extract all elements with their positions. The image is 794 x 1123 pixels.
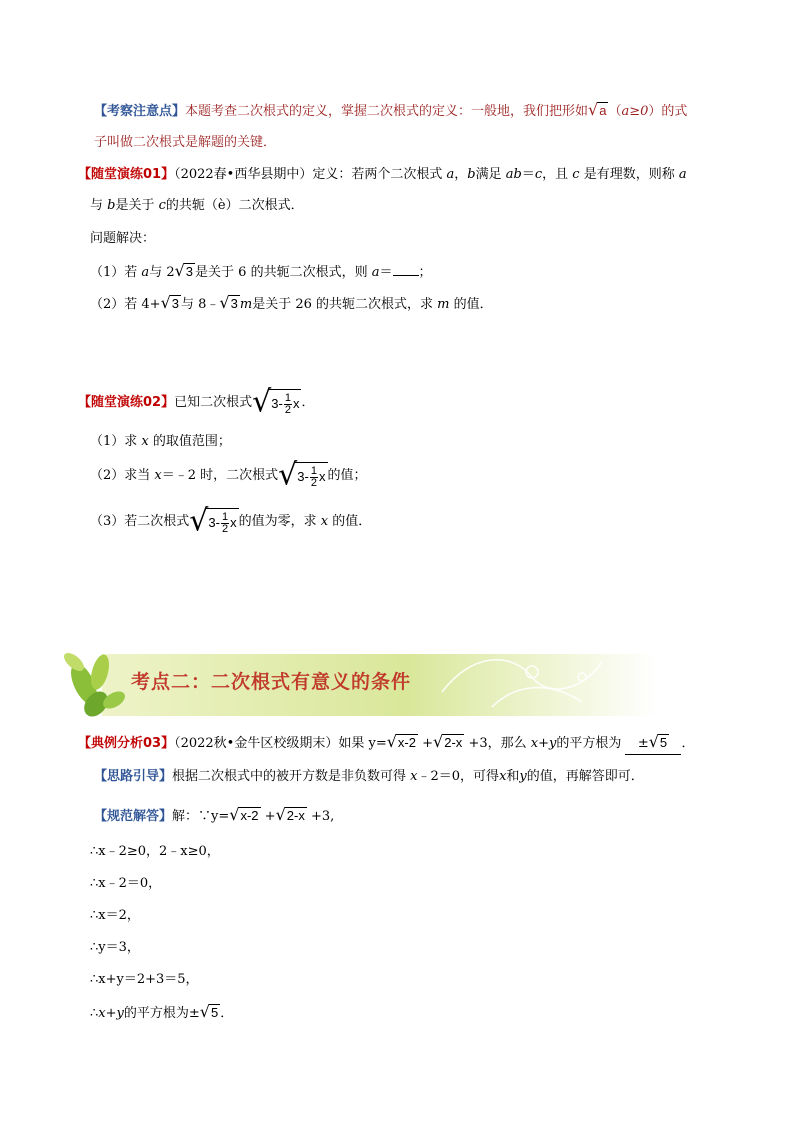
sqrt-5: √5 bbox=[648, 732, 668, 751]
ex2-q3: （3）若二次根式√3- $\frac{1}{2}$ x 的值为零，求 x 的值． bbox=[90, 503, 372, 539]
ex3-solution-head: 【规范解答】解：∵y=√x-2 +√2-x +3, bbox=[94, 805, 334, 827]
sqrt-expression: √3- $\frac{1}{2}$ x bbox=[189, 503, 237, 539]
ex1-line-1: 【随堂演练01】（2022春•西华县期中）定义：若两个二次根式 a，b满足 ab＝c，且 c 是有理数，则称 a bbox=[78, 167, 687, 182]
sqrt-x-minus-2: √x-2 bbox=[229, 805, 259, 824]
sqrt-expression: √3- $\frac{1}{2}$ x bbox=[278, 457, 326, 493]
ex2-q2: （2）求当 x＝﹣2 时，二次根式√3- $\frac{1}{2}$ x 的值； bbox=[90, 457, 367, 493]
ex3-line-1: 【典例分析03】（2022秋•金牛区校级期末）如果 y=√x-2 +√2-x +3，那么 x+y的平方根为 ±√5 ． bbox=[78, 732, 695, 755]
ex1-tag: 【随堂演练01】 bbox=[78, 167, 175, 182]
solution-step-6: ∴x+y的平方根为±√5 ． bbox=[90, 1002, 233, 1024]
ex2-tag: 【随堂演练02】 bbox=[78, 395, 175, 410]
solution-step-2: ∴x﹣2＝0， bbox=[90, 876, 162, 891]
solution-step-3: ∴x＝2， bbox=[90, 908, 140, 923]
hint-tag: 【思路引导】 bbox=[94, 769, 173, 784]
ex3-tag: 【典例分析03】 bbox=[78, 736, 175, 751]
note-line-2: 子叫做二次根式是解题的关键． bbox=[94, 135, 277, 150]
sqrt-2-minus-x: √2-x bbox=[275, 805, 305, 824]
ex3-hint: 【思路引导】根据二次根式中的被开方数是非负数可得 x﹣2＝0，可得x和y的值，再解答即可． bbox=[94, 769, 644, 784]
ex2-q1: （1）求 x 的取值范围； bbox=[90, 434, 231, 449]
sqrt-3: √3 bbox=[219, 293, 238, 312]
ex1-prompt: 问题解决： bbox=[90, 231, 156, 246]
sqrt-3: √3 bbox=[160, 293, 180, 312]
note-tag: 【考察注意点】 bbox=[94, 104, 186, 119]
ex2-line-1: 【随堂演练02】已知二次根式√3- $\frac{1}{2}$ x ． bbox=[78, 384, 315, 420]
solution-tag: 【规范解答】 bbox=[94, 809, 173, 824]
section-title: 考点二：二次根式有意义的条件 bbox=[131, 671, 412, 693]
ex1-line-2: 与 b是关于 c的共轭（è）二次根式． bbox=[90, 198, 304, 213]
ex1-q2: （2）若 4+√3 与 8﹣√3 m是关于 26 的共轭二次根式，求 m 的值． bbox=[90, 293, 493, 315]
answer-blank[interactable] bbox=[393, 275, 419, 276]
solution-step-5: ∴x+y＝2+3＝5， bbox=[90, 972, 199, 987]
sqrt-x-minus-2: √x-2 bbox=[386, 732, 416, 751]
sqrt-a: √a bbox=[588, 100, 607, 119]
sqrt-3: √3 bbox=[174, 261, 194, 280]
sqrt-expression: √3- $\frac{1}{2}$ x bbox=[252, 384, 300, 420]
sqrt-5: √5 bbox=[199, 1002, 219, 1021]
solution-step-4: ∴y＝3， bbox=[90, 940, 140, 955]
answer-field: ±√5 bbox=[625, 732, 681, 755]
ex1-q1: （1）若 a与 2√3 是关于 6 的共轭二次根式，则 a＝ ； bbox=[90, 261, 432, 283]
note-line-1: 【考察注意点】本题考查二次根式的定义，掌握二次根式的定义：一般地，我们把形如√a （a≥0）的式 bbox=[94, 100, 687, 122]
sqrt-2-minus-x: √2-x bbox=[433, 732, 463, 751]
solution-step-1: ∴x﹣2≥0，2﹣x≥0， bbox=[90, 844, 220, 859]
